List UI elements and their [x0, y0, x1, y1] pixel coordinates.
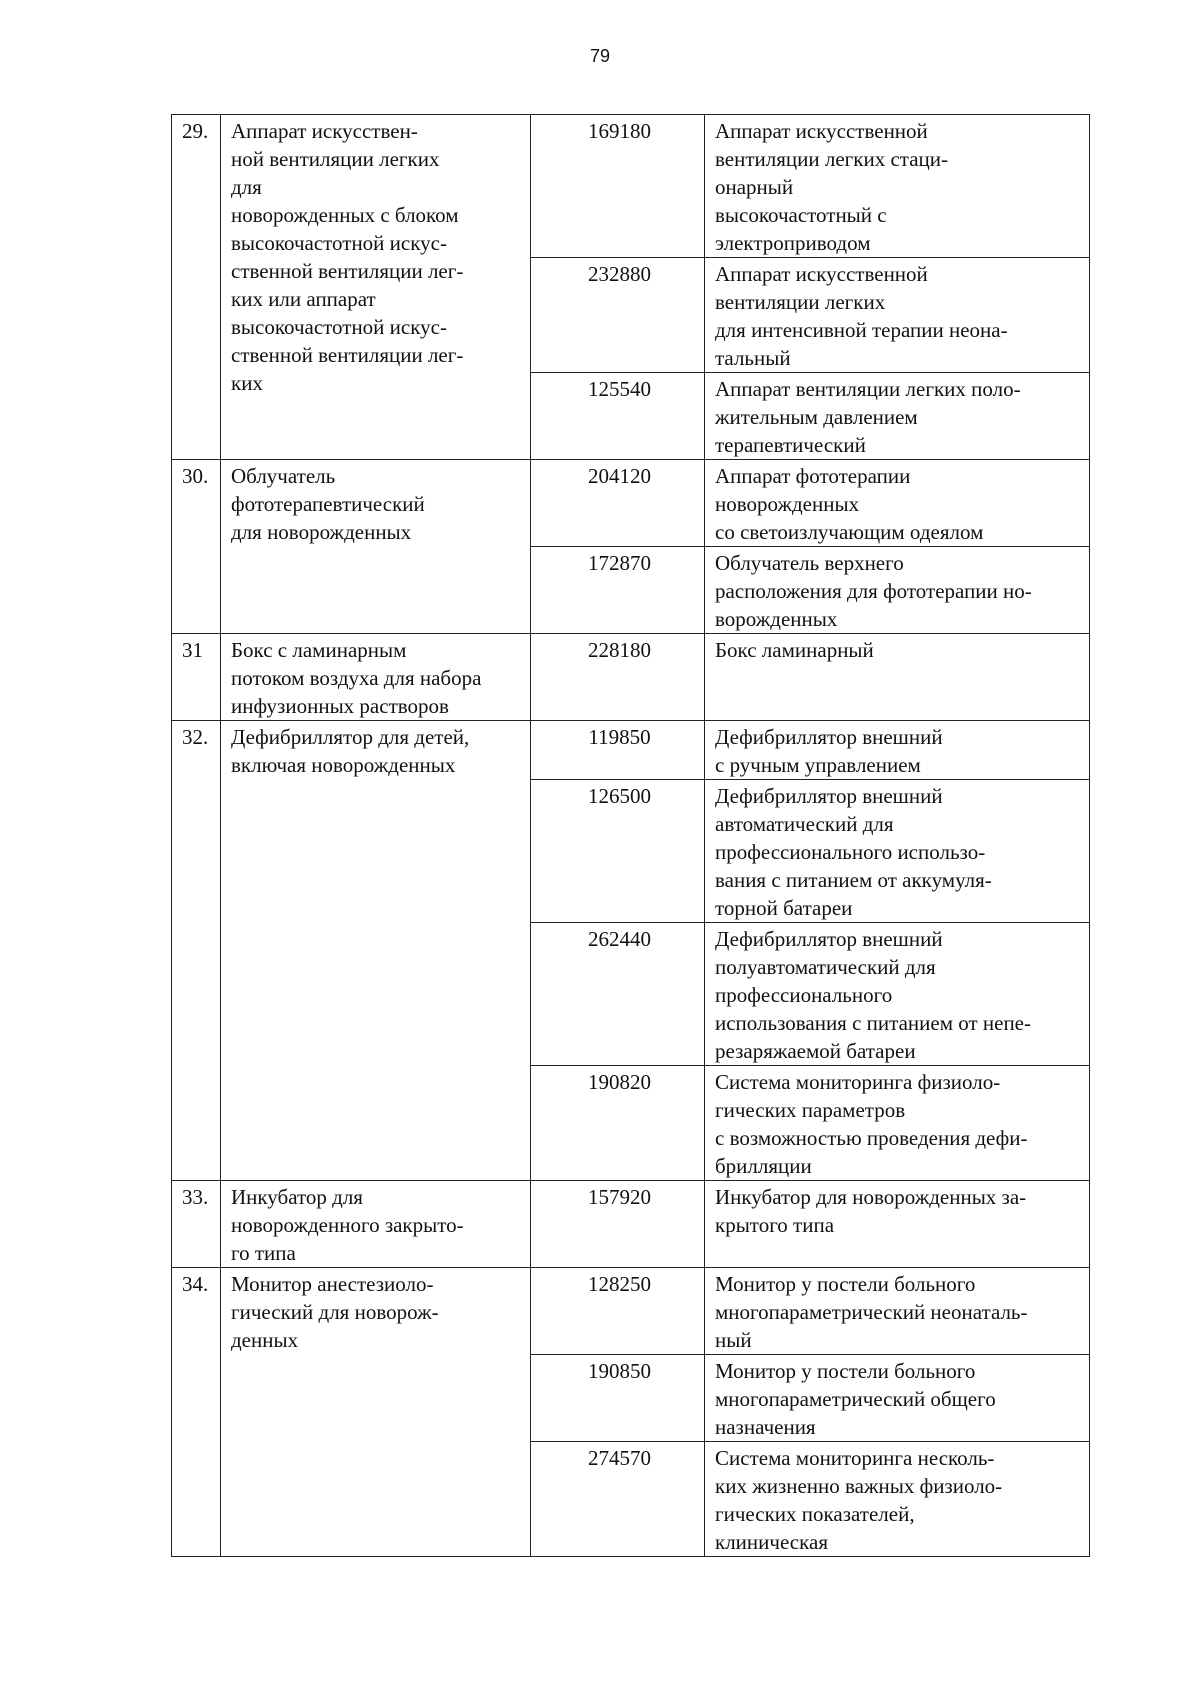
type-description: Облучатель верхнего расположения для фототерапии но- ворожденных: [705, 547, 1090, 634]
equipment-table-body: [172, 115, 1090, 1557]
table-row: [172, 1181, 1090, 1268]
type-code: 125540: [531, 373, 705, 460]
type-code: 204120: [531, 460, 705, 547]
type-description: Монитор у постели больного многопараметрический неонаталь- ный: [705, 1268, 1090, 1355]
type-description: Система мониторинга физиоло- гических параметров с возможностью проведения дефи- брилляции: [705, 1066, 1090, 1181]
table-row: [172, 634, 1090, 721]
equipment-name: Аппарат искусствен- ной вентиляции легких для новорожденных с блоком высокочастотной искус- ственной вентиляции лег- ких или аппарат высокочастотной искус- ственной вентиляции лег- ких: [221, 115, 531, 460]
type-description: Дефибриллятор внешний полуавтоматический для профессионального использования с питанием от непе- резаряжаемой батареи: [705, 923, 1090, 1066]
type-code: 190820: [531, 1066, 705, 1181]
equipment-table: [171, 114, 1090, 1557]
type-code: 128250: [531, 1268, 705, 1355]
type-code: 157920: [531, 1181, 705, 1268]
type-description: Аппарат вентиляции легких поло- жительным давлением терапевтический: [705, 373, 1090, 460]
type-code: 126500: [531, 780, 705, 923]
type-description: Дефибриллятор внешний автоматический для профессионального использо- вания с питанием от аккумуля- торной батареи: [705, 780, 1090, 923]
row-number: 33.: [172, 1181, 221, 1268]
type-code: 190850: [531, 1355, 705, 1442]
row-number: 31: [172, 634, 221, 721]
equipment-name: Инкубатор для новорожденного закрыто- го типа: [221, 1181, 531, 1268]
row-number: 34.: [172, 1268, 221, 1557]
type-description: Аппарат искусственной вентиляции легких стаци- онарный высокочастотный с электроприводом: [705, 115, 1090, 258]
table-row: [172, 115, 1090, 258]
type-code: 232880: [531, 258, 705, 373]
row-number: 29.: [172, 115, 221, 460]
type-description: Монитор у постели больного многопараметрический общего назначения: [705, 1355, 1090, 1442]
type-description: Аппарат искусственной вентиляции легких для интенсивной терапии неона- тальный: [705, 258, 1090, 373]
table-row: [172, 1268, 1090, 1355]
equipment-name: Бокс с ламинарным потоком воздуха для набора инфузионных растворов: [221, 634, 531, 721]
table-row: [172, 460, 1090, 547]
type-description: Инкубатор для новорожденных за- крытого типа: [705, 1181, 1090, 1268]
table-row: [172, 721, 1090, 780]
equipment-name: Облучатель фототерапевтический для новорожденных: [221, 460, 531, 634]
type-code: 274570: [531, 1442, 705, 1557]
page-number: 79: [589, 46, 611, 66]
row-number: 30.: [172, 460, 221, 634]
type-code: 119850: [531, 721, 705, 780]
type-code: 228180: [531, 634, 705, 721]
type-code: 169180: [531, 115, 705, 258]
type-description: Дефибриллятор внешний с ручным управлением: [705, 721, 1090, 780]
equipment-name: Дефибриллятор для детей, включая новорожденных: [221, 721, 531, 1181]
type-description: Бокс ламинарный: [705, 634, 1090, 721]
row-number: 32.: [172, 721, 221, 1181]
type-description: Аппарат фототерапии новорожденных со светоизлучающим одеялом: [705, 460, 1090, 547]
type-description: Система мониторинга несколь- ких жизненно важных физиоло- гических показателей, клиническая: [705, 1442, 1090, 1557]
equipment-name: Монитор анестезиоло- гический для новорож- денных: [221, 1268, 531, 1557]
type-code: 172870: [531, 547, 705, 634]
type-code: 262440: [531, 923, 705, 1066]
